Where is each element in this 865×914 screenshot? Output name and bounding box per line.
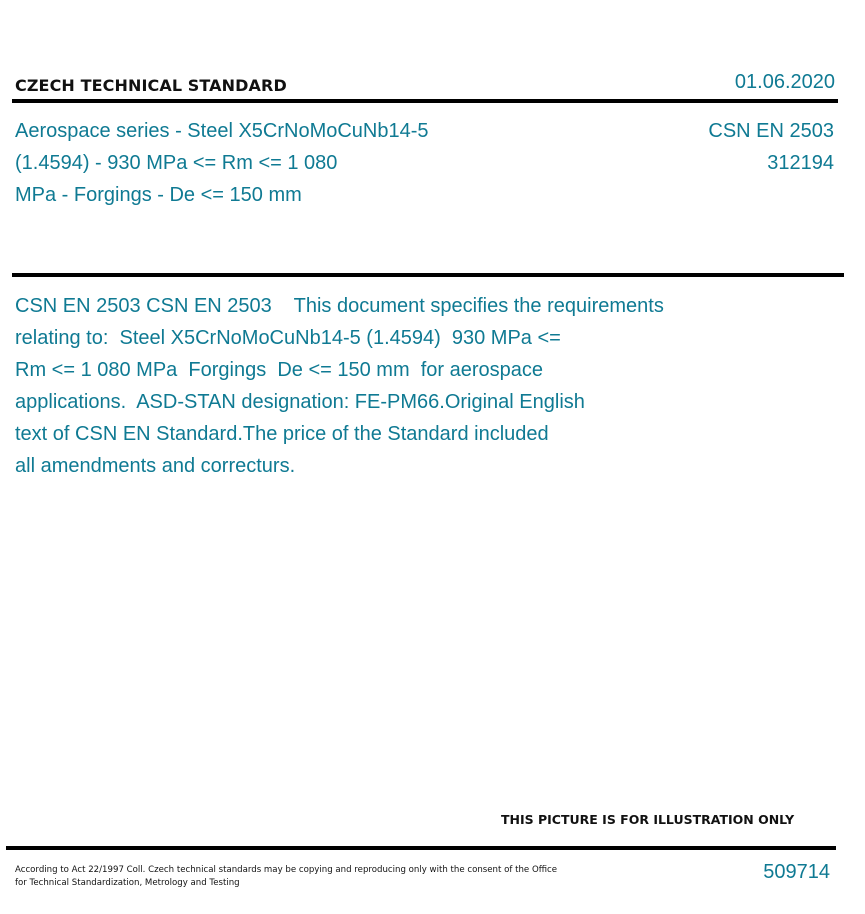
standard-title <box>15 115 535 211</box>
footer-number: 509714 <box>763 861 830 883</box>
title-line: MPa - Forgings - De <= 150 mm <box>15 184 302 206</box>
description-line: Rm <= 1 080 MPa Forgings De <= 150 mm for aerospace <box>15 359 544 381</box>
standard-codes <box>708 115 834 179</box>
illustration-disclaimer: THIS PICTURE IS FOR ILLUSTRATION ONLY <box>501 812 795 827</box>
title-divider <box>12 273 844 277</box>
description-line: text of CSN EN Standard.The price of the Standard included <box>15 423 549 445</box>
document-type-label: CZECH TECHNICAL STANDARD <box>15 76 287 95</box>
description-line: applications. ASD-STAN designation: FE-PM66.Original English <box>15 391 585 413</box>
description-line: all amendments and correcturs. <box>15 455 296 477</box>
legal-line: According to Act 22/1997 Coll. Czech technical standards may be copying and reproducing only with the consent of the Office <box>15 865 558 875</box>
title-line: (1.4594) - 930 MPa <= Rm <= 1 080 <box>15 152 338 174</box>
catalog-number: 312194 <box>767 152 834 174</box>
description-line: CSN EN 2503 CSN EN 2503 This document specifies the requirements <box>15 295 664 317</box>
publication-date: 01.06.2020 <box>734 71 835 93</box>
standard-description <box>15 290 745 482</box>
title-line: Aerospace series - Steel X5CrNoMoCuNb14-5 <box>15 120 429 142</box>
standard-designation: CSN EN 2503 <box>708 120 834 142</box>
header-divider <box>12 99 838 103</box>
legal-line: for Technical Standardization, Metrology and Testing <box>15 878 240 888</box>
legal-notice <box>15 864 557 890</box>
description-line: relating to: Steel X5CrNoMoCuNb14-5 (1.4594) 930 MPa <= <box>15 327 561 349</box>
footer-divider <box>6 846 836 850</box>
